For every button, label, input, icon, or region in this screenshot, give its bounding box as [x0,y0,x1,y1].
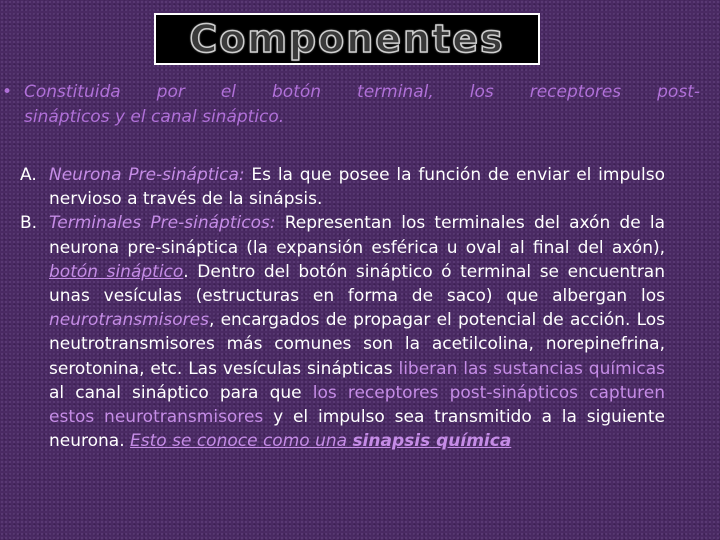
definition-text: al canal sináptico para que [49,382,313,403]
definition-text: Es la que posee la función de enviar el impulso nervioso a través de la sinápsis. [49,165,666,210]
list-item-a [20,163,665,211]
definition-list [20,163,665,453]
definition-text: , encargados de propagar el potencial de acción. Los neutrotransmisores más comunes son la acetilcolina, norepinefrina, serotonina, etc. Las vesículas sinápticas [49,310,665,379]
term-chemical-synapse: sinapsis química [352,431,512,452]
definition-text: y el impulso sea transmitido a la siguiente neurona. [49,407,666,452]
bullet-dot-icon: • [2,82,13,102]
slide-title: Componentes [189,17,505,61]
definition-text: . Dentro del botón sináptico ó terminal se encuentran unas vesículas (estructuras en forma de saco) que albergan los [49,261,666,307]
bullet-line-2: sinápticos y el canal sináptico. [24,107,285,127]
term-neurotransmitters: neurotransmisores [49,310,209,331]
term-presynaptic-terminals: Terminales Pre-sinápticos: [49,213,276,234]
link-synaptic-button[interactable]: botón sináptico [49,261,184,282]
list-marker: A. [20,165,37,185]
conclusion-text: Esto se conoce como una [130,431,353,452]
list-item-b [20,211,665,453]
highlight-receptors: los receptores post-sinápticos capturen estos neurotransmisores [49,382,665,428]
title-banner [154,13,540,65]
conclusion-link[interactable] [130,431,511,451]
list-marker: B. [20,213,38,234]
bullet-line-1: Constituida por el botón terminal, los receptores post- [24,82,700,102]
term-presynaptic-neuron: Neurona Pre-sináptica: [49,165,245,185]
highlight-release: liberan las sustancias químicas [398,358,665,379]
definition-text: Representan los terminales del axón de la neurona pre-sináptica (la expansión esférica u oval al final del axón), [49,213,665,258]
bullet-point [2,80,700,130]
